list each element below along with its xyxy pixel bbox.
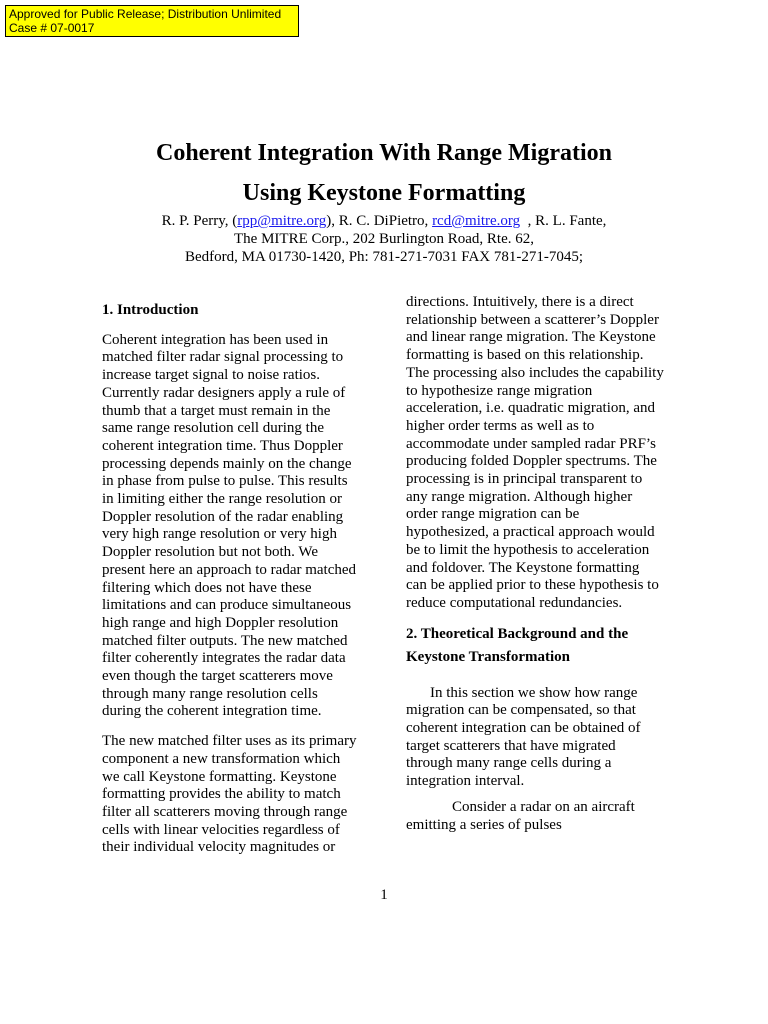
text-line: coherent integration time. Thus Doppler [102,437,343,454]
text-line: and foldover. The Keystone formatting [406,559,640,576]
text-line: Currently radar designers apply a rule of [102,384,346,401]
contact-line: Bedford, MA 01730-1420, Ph: 781-271-7031 FAX 781-271-7045; [184,249,584,265]
text-line: increase target signal to noise ratios. [102,367,320,384]
text-line: in phase from pulse to pulse. This results [102,473,348,490]
text-line: limitations and can produce simultaneous [102,597,352,614]
text-line: hypothesized, a practical approach would [406,524,655,541]
text-line: producing folded Doppler spectrums. The [406,453,657,470]
right-column [406,294,676,834]
text-line: can be applied prior to these hypothesis to [406,577,659,594]
text-line: order range migration can be [406,506,580,523]
text-line: same range resolution cell during the [102,420,325,437]
text-line: thumb that a target must remain in the [102,402,331,419]
section-heading-theoretical-background [406,623,676,669]
intro-paragraph-2 [102,733,372,857]
text-line: to hypothesize range migration [406,382,593,399]
release-stamp-line-1: Approved for Public Release; Distribution Unlimited [9,7,282,21]
release-stamp [5,5,299,37]
email-link-perry[interactable]: rpp@mitre.org [237,213,327,229]
author-text-a: R. P. Perry, ( [161,213,238,229]
author-line-1 [0,212,768,230]
text-line: during the coherent integration time. [102,703,322,720]
text-line: formatting is based on this relationship. [406,347,644,364]
text-line: we call Keystone formatting. Keystone [102,768,337,785]
text-line: Coherent integration has been used in [102,331,329,348]
page-number: 1 [380,887,388,903]
text-line: their individual velocity magnitudes or [102,839,336,856]
text-line: present here an approach to radar matched [102,561,357,578]
text-line: directions. Intuitively, there is a direct [406,294,634,310]
text-line: high range and high Doppler resolution [102,614,339,631]
text-line: integration interval. [406,773,525,790]
text-line: coherent integration can be obtained of [406,720,641,737]
text-line: reduce computational redundancies. [406,594,623,611]
release-stamp-line-2: Case # 07-0017 [9,21,95,35]
text-line: be to limit the hypothesis to acceleration [406,541,650,558]
paper-title-line-2: Using Keystone Formatting [242,180,526,206]
text-line: acceleration, i.e. quadratic migration, and [406,400,656,417]
text-line: target scatterers that have migrated [406,737,616,754]
text-line: emitting a series of pulses [406,816,562,833]
text-line: any range migration. Although higher [406,488,633,505]
section-heading-introduction: 1. Introduction [102,302,199,318]
text-line: formatting provides the ability to match [102,786,341,803]
text-line: The new matched filter uses as its primary [102,733,357,750]
background-paragraph-2 [406,799,676,834]
author-block [0,212,768,266]
text-line: filter all scatterers moving through range [102,803,348,820]
text-line: component a new transformation which [102,750,341,767]
text-line: even though the target scatterers move [102,668,333,685]
text-line: In this section we show how range [430,684,638,701]
text-line: through many range resolution cells [102,685,318,702]
text-line: migration can be compensated, so that [406,702,636,719]
intro-paragraph-1 [102,332,372,721]
text-line: higher order terms as well as to [406,417,595,434]
left-column [102,302,372,857]
intro-paragraph-continued [406,294,676,613]
text-line: in limiting either the range resolution or [102,491,342,508]
heading-line: Keystone Transformation [406,648,571,665]
text-line: The processing also includes the capability [406,364,664,381]
text-line: through many range cells during a [406,755,612,772]
text-line: Doppler resolution but not both. We [102,544,318,561]
text-line: filter coherently integrates the radar data [102,650,346,667]
text-line: Consider a radar on an aircraft [452,798,635,815]
affiliation-line: The MITRE Corp., 202 Burlington Road, Rte. 62, [234,231,534,247]
text-line: processing depends mainly on the change [102,455,352,472]
author-text-c: , R. L. Fante, [520,213,607,229]
text-line: very high range resolution or very high [102,526,337,543]
text-line: Doppler resolution of the radar enabling [102,508,344,525]
text-line: and linear range migration. The Keystone [406,329,656,346]
text-line: matched filter radar signal processing to [102,349,344,366]
text-line: relationship between a scatterer’s Doppler [406,311,659,328]
heading-line: 2. Theoretical Background and the [406,625,629,642]
background-paragraph-1 [406,685,676,791]
text-line: matched filter outputs. The new matched [102,632,348,649]
paper-title-line-1: Coherent Integration With Range Migration [156,140,612,166]
text-line: processing is in principal transparent to [406,471,643,488]
email-link-dipietro[interactable]: rcd@mitre.org [432,213,521,229]
text-line: accommodate under sampled radar PRF’s [406,435,656,452]
text-line: filtering which does not have these [102,579,312,596]
author-text-b: ), R. C. DiPietro, [326,213,433,229]
text-line: cells with linear velocities regardless of [102,821,340,838]
